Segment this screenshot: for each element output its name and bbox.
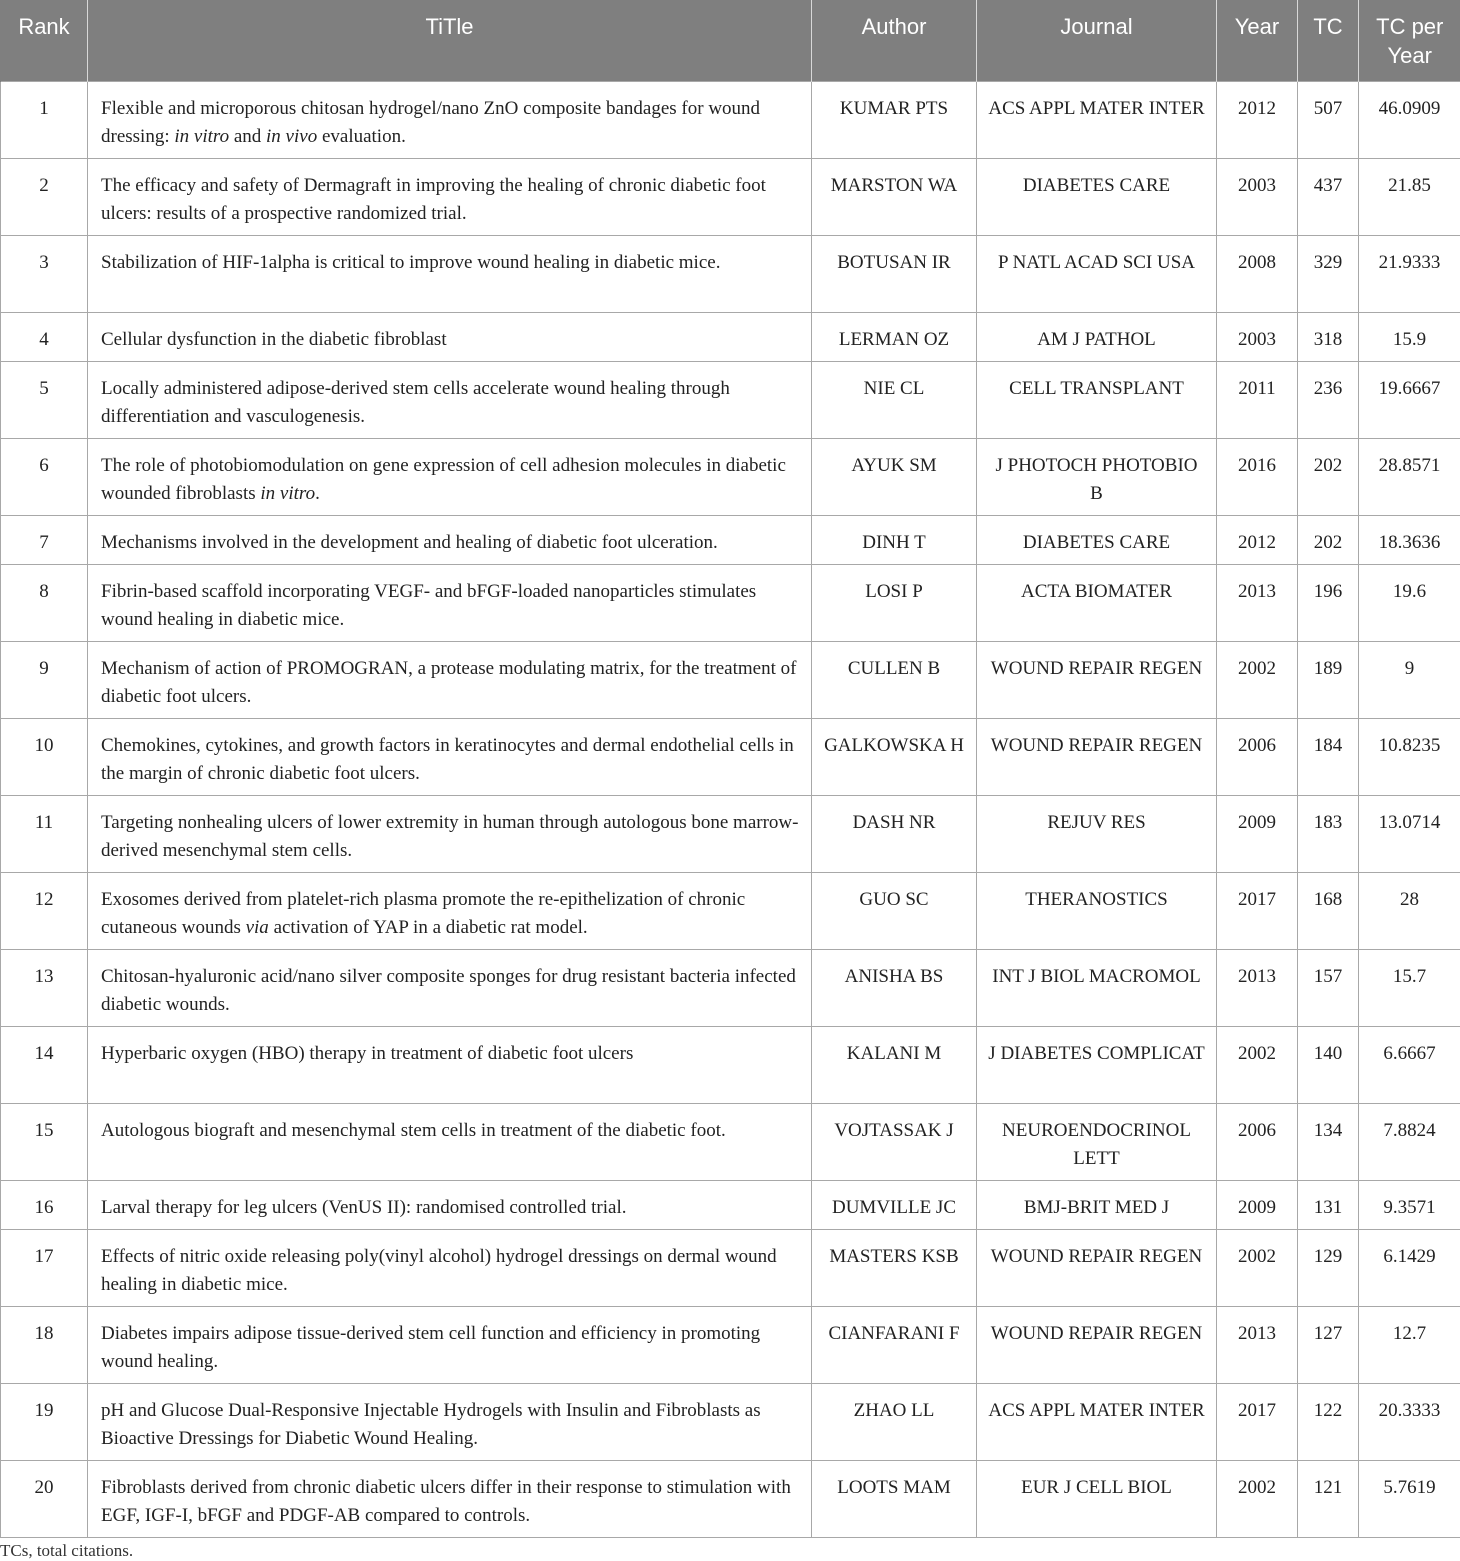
table-row [1, 235, 1460, 312]
header-tc-per-year: TC per Year [1359, 0, 1460, 81]
cell-rank: 7 [1, 515, 88, 564]
cell-tc-per-year: 6.6667 [1359, 1026, 1460, 1103]
cell-rank: 12 [1, 872, 88, 949]
cell-tc: 318 [1298, 312, 1359, 361]
header-journal: Journal [977, 0, 1217, 81]
header-year: Year [1217, 0, 1298, 81]
table-row [1, 641, 1460, 718]
cell-title [88, 235, 812, 312]
cell-title [88, 81, 812, 158]
cell-tc-per-year: 46.0909 [1359, 81, 1460, 158]
cell-author: LERMAN OZ [812, 312, 977, 361]
cell-tc: 184 [1298, 718, 1359, 795]
cell-year: 2003 [1217, 312, 1298, 361]
cell-rank: 20 [1, 1460, 88, 1537]
table-row [1, 872, 1460, 949]
cell-rank: 4 [1, 312, 88, 361]
cell-tc: 140 [1298, 1026, 1359, 1103]
cell-journal: AM J PATHOL [977, 312, 1217, 361]
cell-year: 2013 [1217, 1306, 1298, 1383]
table-row [1, 1103, 1460, 1180]
title-segment: Exosomes derived from platelet-rich plasma promote the re-epithelization of chronic cutaneous wounds [101, 888, 746, 938]
cell-journal: REJUV RES [977, 795, 1217, 872]
cell-rank: 13 [1, 949, 88, 1026]
cell-tc: 189 [1298, 641, 1359, 718]
cell-tc: 129 [1298, 1229, 1359, 1306]
title-segment: Locally administered adipose-derived stem cells accelerate wound healing through differentiation and vasculogenesis. [101, 377, 730, 427]
cell-tc-per-year: 20.3333 [1359, 1383, 1460, 1460]
cell-title [88, 795, 812, 872]
cell-tc-per-year: 6.1429 [1359, 1229, 1460, 1306]
title-segment: Fibroblasts derived from chronic diabetic ulcers differ in their response to stimulation with EGF, IGF-I, bFGF and PDGF-AB compared to controls. [101, 1476, 791, 1526]
title-segment: Chitosan-hyaluronic acid/nano silver composite sponges for drug resistant bacteria infected diabetic wounds. [101, 965, 796, 1015]
cell-title [88, 515, 812, 564]
title-segment: pH and Glucose Dual-Responsive Injectable Hydrogels with Insulin and Fibroblasts as Bioactive Dressings for Diabetic Wound Healing. [101, 1399, 761, 1449]
cell-tc: 202 [1298, 438, 1359, 515]
title-segment: Stabilization of HIF-1alpha is critical to improve wound healing in diabetic mice. [101, 251, 721, 273]
cell-journal: CELL TRANSPLANT [977, 361, 1217, 438]
table-row [1, 1383, 1460, 1460]
cell-title [88, 1103, 812, 1180]
title-italic-segment: in vivo [266, 125, 318, 147]
table-row [1, 564, 1460, 641]
cell-tc-per-year: 28 [1359, 872, 1460, 949]
title-segment: Mechanism of action of PROMOGRAN, a protease modulating matrix, for the treatment of diabetic foot ulcers. [101, 657, 797, 707]
cell-author: DUMVILLE JC [812, 1180, 977, 1229]
title-segment: Targeting nonhealing ulcers of lower extremity in human through autologous bone marrow-derived mesenchymal stem cells. [101, 811, 799, 861]
cell-title [88, 438, 812, 515]
cell-author: MASTERS KSB [812, 1229, 977, 1306]
table-row [1, 718, 1460, 795]
title-segment: Fibrin-based scaffold incorporating VEGF- and bFGF-loaded nanoparticles stimulates wound healing in diabetic mice. [101, 580, 757, 630]
cell-journal: WOUND REPAIR REGEN [977, 641, 1217, 718]
title-italic-segment: in vitro [174, 125, 230, 147]
cell-journal: WOUND REPAIR REGEN [977, 1306, 1217, 1383]
cell-tc-per-year: 9 [1359, 641, 1460, 718]
table-body [1, 81, 1460, 1537]
title-italic-segment: via [245, 916, 269, 938]
cell-rank: 18 [1, 1306, 88, 1383]
title-segment: Flexible and microporous chitosan hydrogel/nano ZnO composite bandages for wound dressing: [101, 97, 761, 147]
cell-tc-per-year: 12.7 [1359, 1306, 1460, 1383]
cell-year: 2012 [1217, 81, 1298, 158]
cell-tc: 202 [1298, 515, 1359, 564]
table-row [1, 81, 1460, 158]
cell-rank: 5 [1, 361, 88, 438]
cell-rank: 17 [1, 1229, 88, 1306]
cell-tc: 507 [1298, 81, 1359, 158]
title-segment: Diabetes impairs adipose tissue-derived stem cell function and efficiency in promoting wound healing. [101, 1322, 761, 1372]
cell-journal: ACS APPL MATER INTER [977, 1383, 1217, 1460]
table-row [1, 1306, 1460, 1383]
cell-tc-per-year: 21.9333 [1359, 235, 1460, 312]
cell-tc: 157 [1298, 949, 1359, 1026]
cell-tc: 329 [1298, 235, 1359, 312]
cell-year: 2002 [1217, 1026, 1298, 1103]
cell-author: BOTUSAN IR [812, 235, 977, 312]
cell-rank: 10 [1, 718, 88, 795]
title-segment: Autologous biograft and mesenchymal stem cells in treatment of the diabetic foot. [101, 1119, 726, 1141]
cell-title [88, 1026, 812, 1103]
cell-tc-per-year: 18.3636 [1359, 515, 1460, 564]
title-segment: Chemokines, cytokines, and growth factors in keratinocytes and dermal endothelial cells in the margin of chronic diabetic foot ulcers. [101, 734, 794, 784]
cell-title [88, 1180, 812, 1229]
cell-author: LOSI P [812, 564, 977, 641]
cell-title [88, 1383, 812, 1460]
cell-tc-per-year: 9.3571 [1359, 1180, 1460, 1229]
header-author: Author [812, 0, 977, 81]
cell-year: 2016 [1217, 438, 1298, 515]
header-rank: Rank [1, 0, 88, 81]
title-segment: Mechanisms involved in the development and healing of diabetic foot ulceration. [101, 531, 718, 553]
cell-title [88, 158, 812, 235]
cell-author: CIANFARANI F [812, 1306, 977, 1383]
header-title: TiTle [88, 0, 812, 81]
title-segment: The role of photobiomodulation on gene expression of cell adhesion molecules in diabetic wounded fibroblasts [101, 454, 786, 504]
cell-journal: THERANOSTICS [977, 872, 1217, 949]
title-segment: and [229, 125, 267, 147]
cell-year: 2009 [1217, 795, 1298, 872]
cell-year: 2002 [1217, 641, 1298, 718]
cell-journal: WOUND REPAIR REGEN [977, 1229, 1217, 1306]
cell-title [88, 1460, 812, 1537]
cell-author: MARSTON WA [812, 158, 977, 235]
cell-author: CULLEN B [812, 641, 977, 718]
cell-author: DINH T [812, 515, 977, 564]
cell-rank: 16 [1, 1180, 88, 1229]
cell-year: 2013 [1217, 949, 1298, 1026]
cell-tc-per-year: 19.6 [1359, 564, 1460, 641]
table-row [1, 438, 1460, 515]
table-row [1, 949, 1460, 1026]
cell-author: KALANI M [812, 1026, 977, 1103]
cell-year: 2017 [1217, 1383, 1298, 1460]
table-row [1, 361, 1460, 438]
cell-rank: 1 [1, 81, 88, 158]
cell-tc: 168 [1298, 872, 1359, 949]
cell-tc-per-year: 19.6667 [1359, 361, 1460, 438]
cell-journal: INT J BIOL MACROMOL [977, 949, 1217, 1026]
cell-rank: 8 [1, 564, 88, 641]
header-row [1, 0, 1460, 81]
cell-tc-per-year: 10.8235 [1359, 718, 1460, 795]
cell-year: 2002 [1217, 1460, 1298, 1537]
table-row [1, 515, 1460, 564]
cell-journal: NEUROENDOCRINOL LETT [977, 1103, 1217, 1180]
table-row [1, 158, 1460, 235]
cell-author: ANISHA BS [812, 949, 977, 1026]
cell-year: 2011 [1217, 361, 1298, 438]
title-segment: Cellular dysfunction in the diabetic fibroblast [101, 328, 447, 350]
cell-journal: WOUND REPAIR REGEN [977, 718, 1217, 795]
cell-author: NIE CL [812, 361, 977, 438]
cell-rank: 6 [1, 438, 88, 515]
cell-tc-per-year: 15.7 [1359, 949, 1460, 1026]
cell-journal: J PHOTOCH PHOTOBIO B [977, 438, 1217, 515]
cell-tc: 131 [1298, 1180, 1359, 1229]
cell-tc-per-year: 21.85 [1359, 158, 1460, 235]
cell-author: KUMAR PTS [812, 81, 977, 158]
cell-author: ZHAO LL [812, 1383, 977, 1460]
cell-year: 2013 [1217, 564, 1298, 641]
cell-year: 2008 [1217, 235, 1298, 312]
cell-journal: EUR J CELL BIOL [977, 1460, 1217, 1537]
cell-journal: ACTA BIOMATER [977, 564, 1217, 641]
cell-rank: 14 [1, 1026, 88, 1103]
cell-rank: 9 [1, 641, 88, 718]
cell-rank: 11 [1, 795, 88, 872]
table-row [1, 1026, 1460, 1103]
cell-tc: 236 [1298, 361, 1359, 438]
cell-year: 2012 [1217, 515, 1298, 564]
cell-journal: DIABETES CARE [977, 515, 1217, 564]
cell-year: 2006 [1217, 718, 1298, 795]
cell-journal: BMJ-BRIT MED J [977, 1180, 1217, 1229]
cell-author: GALKOWSKA H [812, 718, 977, 795]
cell-title [88, 1306, 812, 1383]
cell-tc: 196 [1298, 564, 1359, 641]
cell-tc-per-year: 13.0714 [1359, 795, 1460, 872]
cell-year: 2017 [1217, 872, 1298, 949]
cell-tc: 183 [1298, 795, 1359, 872]
cell-title [88, 641, 812, 718]
cell-title [88, 361, 812, 438]
title-segment: Hyperbaric oxygen (HBO) therapy in treatment of diabetic foot ulcers [101, 1042, 634, 1064]
table-header [1, 0, 1460, 81]
title-segment: evaluation. [317, 125, 406, 147]
cell-journal: J DIABETES COMPLICAT [977, 1026, 1217, 1103]
cell-title [88, 564, 812, 641]
title-segment: activation of YAP in a diabetic rat model. [268, 916, 588, 938]
cell-title [88, 1229, 812, 1306]
cell-tc-per-year: 15.9 [1359, 312, 1460, 361]
cell-tc: 134 [1298, 1103, 1359, 1180]
cell-title [88, 718, 812, 795]
title-segment: Effects of nitric oxide releasing poly(vinyl alcohol) hydrogel dressings on dermal wound healing in diabetic mice. [101, 1245, 777, 1295]
cell-title [88, 949, 812, 1026]
table-footnote: TCs, total citations. [0, 1541, 134, 1560]
title-segment: . [315, 482, 320, 504]
table-row [1, 795, 1460, 872]
cell-year: 2006 [1217, 1103, 1298, 1180]
cell-journal: ACS APPL MATER INTER [977, 81, 1217, 158]
title-segment: The efficacy and safety of Dermagraft in improving the healing of chronic diabetic foot ulcers: results of a prospective randomized trial. [101, 174, 766, 224]
table-row [1, 312, 1460, 361]
title-italic-segment: in vitro [260, 482, 316, 504]
cell-tc-per-year: 28.8571 [1359, 438, 1460, 515]
table-row [1, 1229, 1460, 1306]
cell-year: 2002 [1217, 1229, 1298, 1306]
cell-tc: 121 [1298, 1460, 1359, 1537]
cell-author: AYUK SM [812, 438, 977, 515]
cell-tc-per-year: 7.8824 [1359, 1103, 1460, 1180]
title-segment: Larval therapy for leg ulcers (VenUS II): randomised controlled trial. [101, 1196, 627, 1218]
cell-author: GUO SC [812, 872, 977, 949]
cell-tc-per-year: 5.7619 [1359, 1460, 1460, 1537]
cell-tc: 437 [1298, 158, 1359, 235]
cell-tc: 127 [1298, 1306, 1359, 1383]
cell-rank: 3 [1, 235, 88, 312]
cell-rank: 2 [1, 158, 88, 235]
cell-journal: P NATL ACAD SCI USA [977, 235, 1217, 312]
cell-journal: DIABETES CARE [977, 158, 1217, 235]
cell-title [88, 312, 812, 361]
table-row [1, 1180, 1460, 1229]
table-row [1, 1460, 1460, 1537]
cell-tc: 122 [1298, 1383, 1359, 1460]
cell-rank: 15 [1, 1103, 88, 1180]
cell-year: 2003 [1217, 158, 1298, 235]
cell-title [88, 872, 812, 949]
cell-year: 2009 [1217, 1180, 1298, 1229]
cell-author: VOJTASSAK J [812, 1103, 977, 1180]
cell-rank: 19 [1, 1383, 88, 1460]
header-tc: TC [1298, 0, 1359, 81]
cell-author: LOOTS MAM [812, 1460, 977, 1537]
cell-author: DASH NR [812, 795, 977, 872]
